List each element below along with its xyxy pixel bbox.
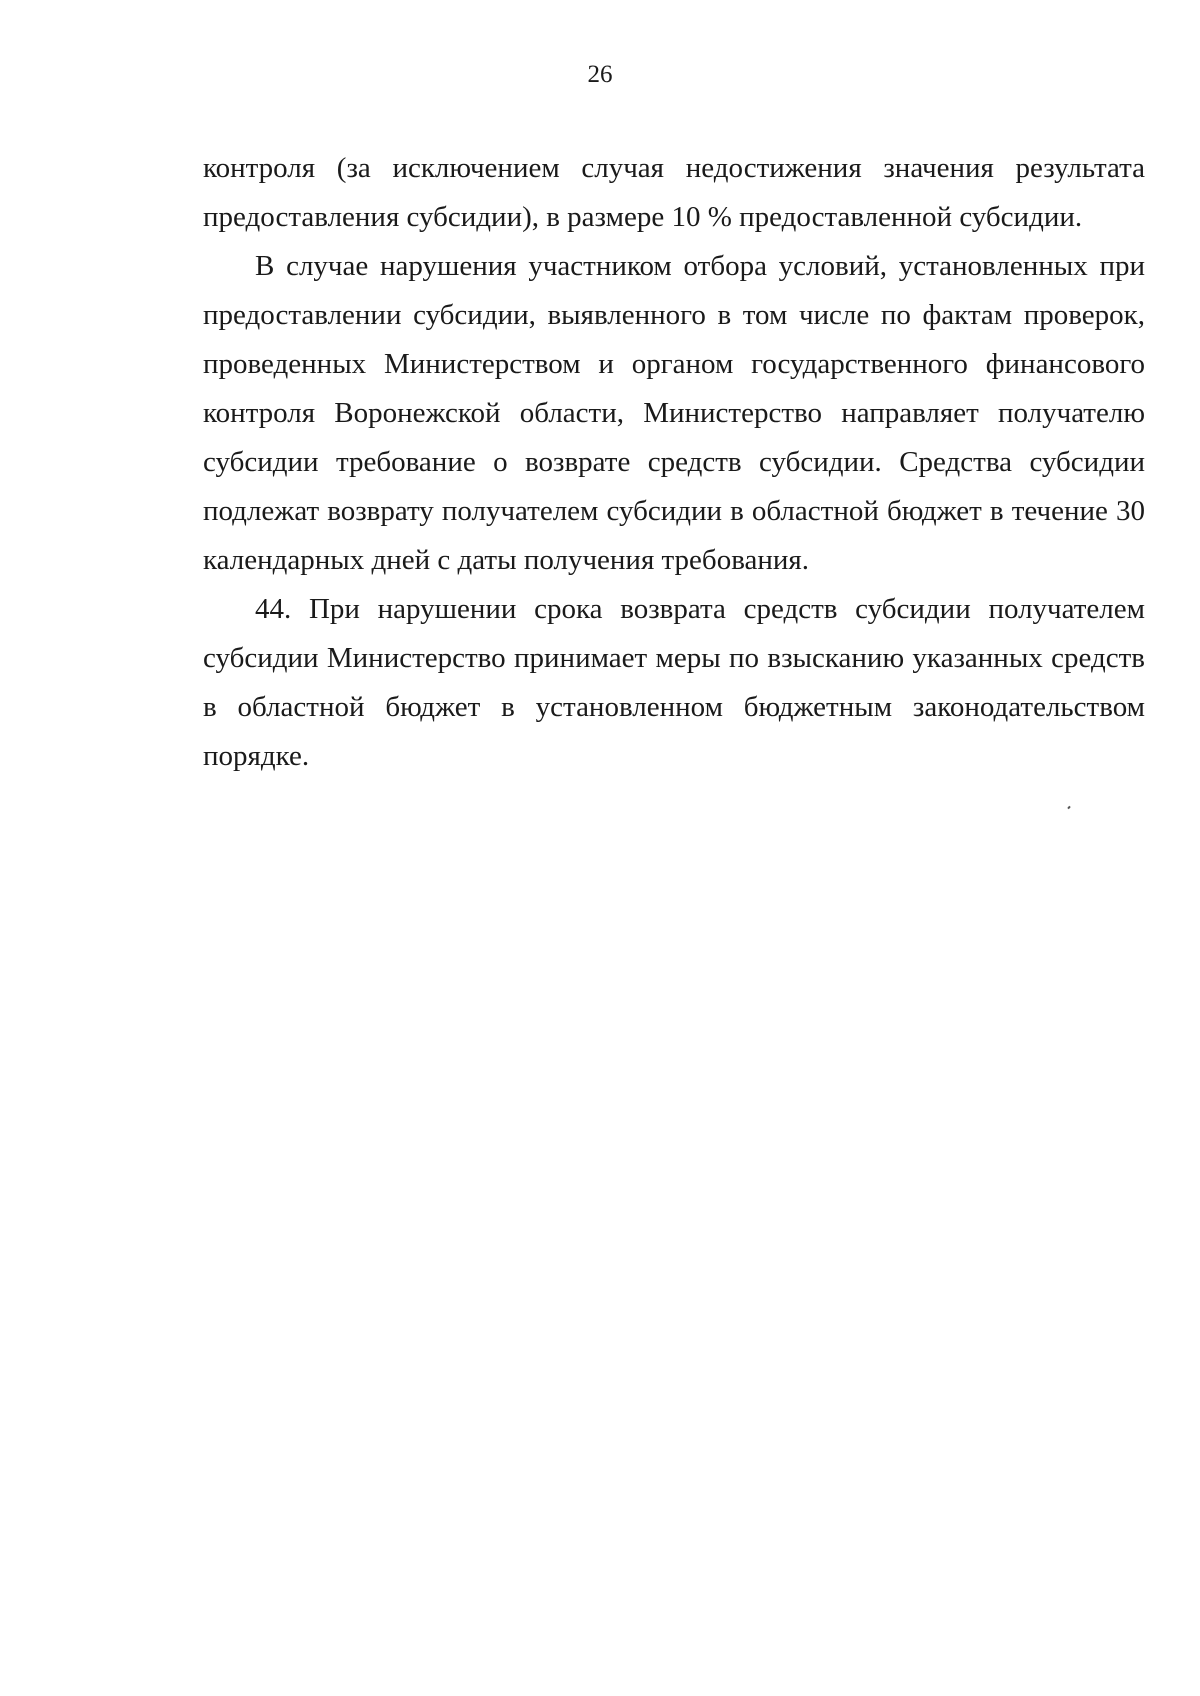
paragraph-item-44: 44. При нарушении срока возврата средств субсидии получателем субсидии Министерство принимает меры по взысканию указанных средств в областной бюджет в установленном бюджетным законодательством порядке.: [203, 593, 1145, 772]
scan-speck-mark: [1067, 806, 1070, 810]
paragraph-continuation: контроля (за исключением случая недостижения значения результата предоставления субсидии), в размере 10 % предоставленной субсидии.: [203, 152, 1145, 233]
paragraph-violation-conditions: В случае нарушения участником отбора условий, установленных при предоставлении субсидии, выявленного в том числе по фактам проверок, проведенных Министерством и органом государственного финансового контроля Воронежской области, Министерство направляет получателю субсидии требование о возврате средств субсидии. Средства субсидии подлежат возврату получателем субсидии в областной бюджет в течение 30 календарных дней с даты получения требования.: [203, 250, 1145, 576]
document-body: [203, 144, 1145, 781]
page-number: 26: [587, 61, 613, 88]
